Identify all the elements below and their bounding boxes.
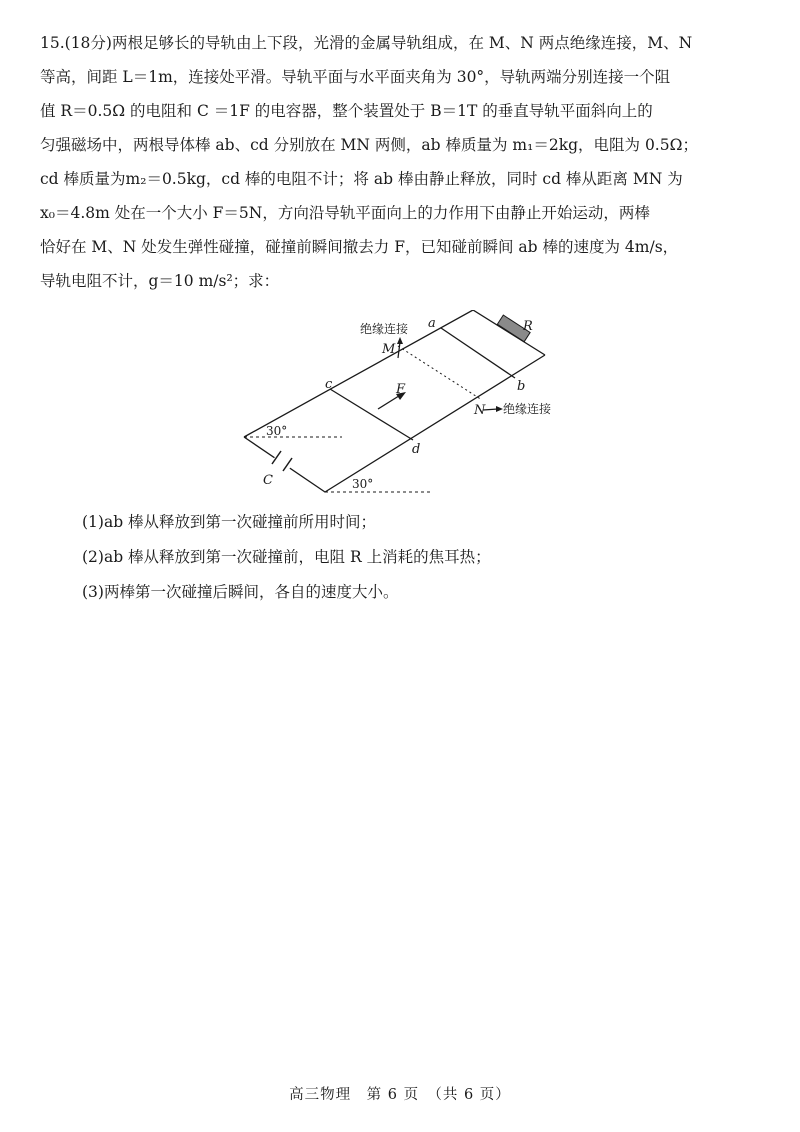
- label-b: b: [517, 379, 526, 394]
- capacitor-gap-cover: [275, 457, 290, 468]
- label-insulated-bottom: 绝缘连接: [503, 402, 552, 416]
- label-d: d: [412, 442, 421, 457]
- rod-ab: [441, 328, 515, 378]
- label-N: N: [474, 403, 486, 418]
- problem-line: 匀强磁场中，两根导体棒 ab、cd 分别放在 MN 两侧，ab 棒质量为 m₁＝2kg，电阻为 0.5Ω；: [40, 136, 698, 154]
- problem-line: 15.(18分)两根足够长的导轨由上下段，光滑的金属导轨组成，在 M、N 两点绝缘连接，M、N: [40, 34, 693, 52]
- problem-line: x₀＝4.8m 处在一个大小 F＝5N，方向沿导轨平面向上的力作用下由静止开始运动，两棒: [40, 204, 650, 222]
- problem-line: 恰好在 M、N 处发生弹性碰撞，碰撞前瞬间撤去力 F，已知碰前瞬间 ab 棒的速度为 4m/s，: [40, 238, 679, 256]
- label-angle-bottom: 30°: [352, 477, 374, 491]
- rail-diagram: [230, 310, 570, 500]
- label-M: M: [382, 342, 396, 357]
- problem-line: 值 R＝0.5Ω 的电阻和 C ＝1F 的电容器，整个装置处于 B＝1T 的垂直导轨平面斜向上的: [40, 102, 653, 120]
- label-R: R: [523, 319, 533, 334]
- question-1: (1)ab 棒从释放到第一次碰撞前所用时间；: [82, 513, 377, 531]
- question-2: (2)ab 棒从释放到第一次碰撞前，电阻 R 上消耗的焦耳热；: [82, 548, 491, 566]
- mn-line: [398, 346, 482, 400]
- label-C: C: [263, 473, 273, 488]
- problem-line: 导轨电阻不计，g＝10 m/s²；求：: [40, 272, 280, 290]
- label-a: a: [428, 316, 436, 331]
- label-c: c: [325, 377, 333, 392]
- label-insulated-top: 绝缘连接: [360, 322, 409, 336]
- problem-stem: [40, 26, 770, 298]
- problem-line: cd 棒质量为m₂＝0.5kg，cd 棒的电阻不计；将 ab 棒由静止释放，同时 cd 棒从距离 MN 为: [40, 170, 683, 188]
- page-footer: 高三物理 第 6 页 （共 6 页）: [289, 1087, 511, 1103]
- label-angle-top: 30°: [266, 424, 288, 438]
- lower-rail: [244, 355, 545, 492]
- label-F: F: [396, 382, 406, 397]
- n-arrow-head: [496, 406, 503, 412]
- question-3: (3)两棒第一次碰撞后瞬间，各自的速度大小。: [82, 583, 399, 601]
- problem-line: 等高，间距 L＝1m，连接处平滑。导轨平面与水平面夹角为 30°，导轨两端分别连接一个阻: [40, 68, 671, 86]
- m-arrow-head: [397, 337, 403, 344]
